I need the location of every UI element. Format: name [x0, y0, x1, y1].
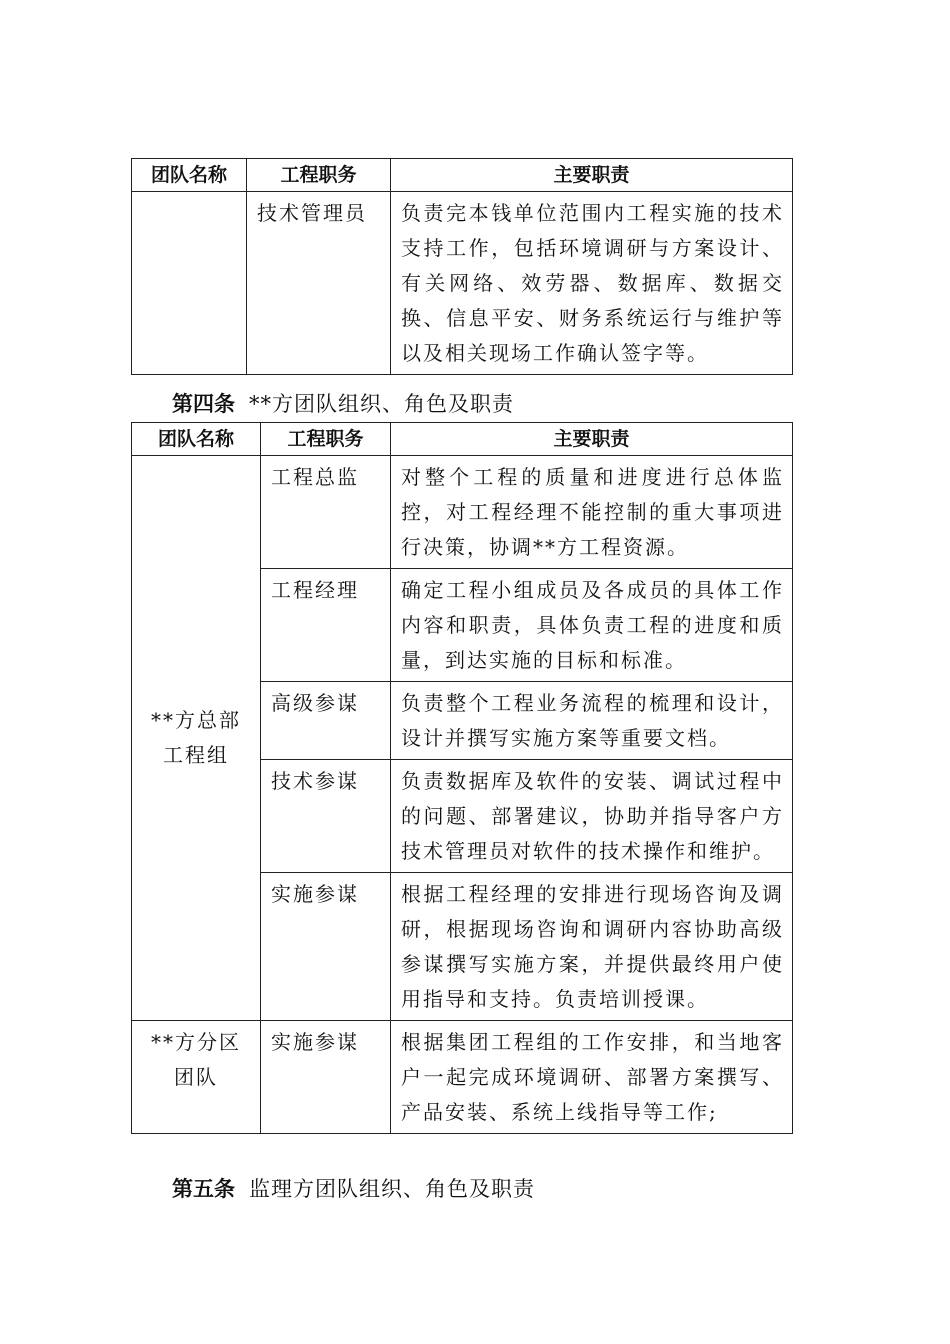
duty-cell: 对整个工程的质量和进度进行总体监控，对工程经理不能控制的重大事项进行决策，协调**方工程资源。	[391, 456, 793, 569]
section-title: **方团队组织、角色及职责	[249, 392, 514, 416]
header-duty: 主要职责	[391, 423, 793, 456]
section-4-heading	[172, 388, 514, 418]
section-number: 第五条	[172, 1177, 235, 1201]
duty-cell: 负责数据库及软件的安装、调试过程中的问题、部署建议，协助并指导客户方技术管理员对软件的技术操作和维护。	[391, 760, 793, 873]
duty-cell: 根据集团工程组的工作安排，和当地客户一起完成环境调研、部署方案撰写、产品安装、系统上线指导等工作;	[391, 1021, 793, 1134]
team-cell	[132, 456, 261, 1021]
team-name: **方分区团队	[151, 1030, 241, 1089]
role-cell: 实施参谋	[261, 1021, 391, 1134]
duty-table-continued	[131, 158, 793, 375]
role-cell: 高级参谋	[261, 682, 391, 760]
role-cell: 工程总监	[261, 456, 391, 569]
section-5-heading	[172, 1173, 535, 1203]
header-team: 团队名称	[132, 423, 261, 456]
team-cell	[132, 1021, 261, 1134]
table-header-row	[132, 423, 793, 456]
role-cell: 技术管理员	[247, 192, 391, 375]
header-role: 工程职务	[261, 423, 391, 456]
table-header-row	[132, 159, 793, 192]
section-number: 第四条	[172, 392, 235, 416]
header-team: 团队名称	[132, 159, 247, 192]
role-cell: 技术参谋	[261, 760, 391, 873]
table-row	[132, 456, 793, 569]
table-row	[132, 1021, 793, 1134]
team-cell	[132, 192, 247, 375]
section-title: 监理方团队组织、角色及职责	[249, 1177, 535, 1201]
header-duty: 主要职责	[391, 159, 793, 192]
team-name: **方总部工程组	[151, 708, 241, 767]
duty-cell: 确定工程小组成员及各成员的具体工作内容和职责，具体负责工程的进度和质量，到达实施的目标和标准。	[391, 569, 793, 682]
table-row	[132, 192, 793, 375]
duty-cell: 负责整个工程业务流程的梳理和设计，设计并撰写实施方案等重要文档。	[391, 682, 793, 760]
header-role: 工程职务	[247, 159, 391, 192]
role-cell: 工程经理	[261, 569, 391, 682]
role-cell: 实施参谋	[261, 873, 391, 1021]
duty-cell: 负责完本钱单位范围内工程实施的技术支持工作，包括环境调研与方案设计、有关网络、效劳器、数据库、数据交换、信息平安、财务系统运行与维护等以及相关现场工作确认签字等。	[391, 192, 793, 375]
duty-table	[131, 422, 793, 1134]
duty-cell: 根据工程经理的安排进行现场咨询及调研，根据现场咨询和调研内容协助高级参谋撰写实施方案，并提供最终用户使用指导和支持。负责培训授课。	[391, 873, 793, 1021]
